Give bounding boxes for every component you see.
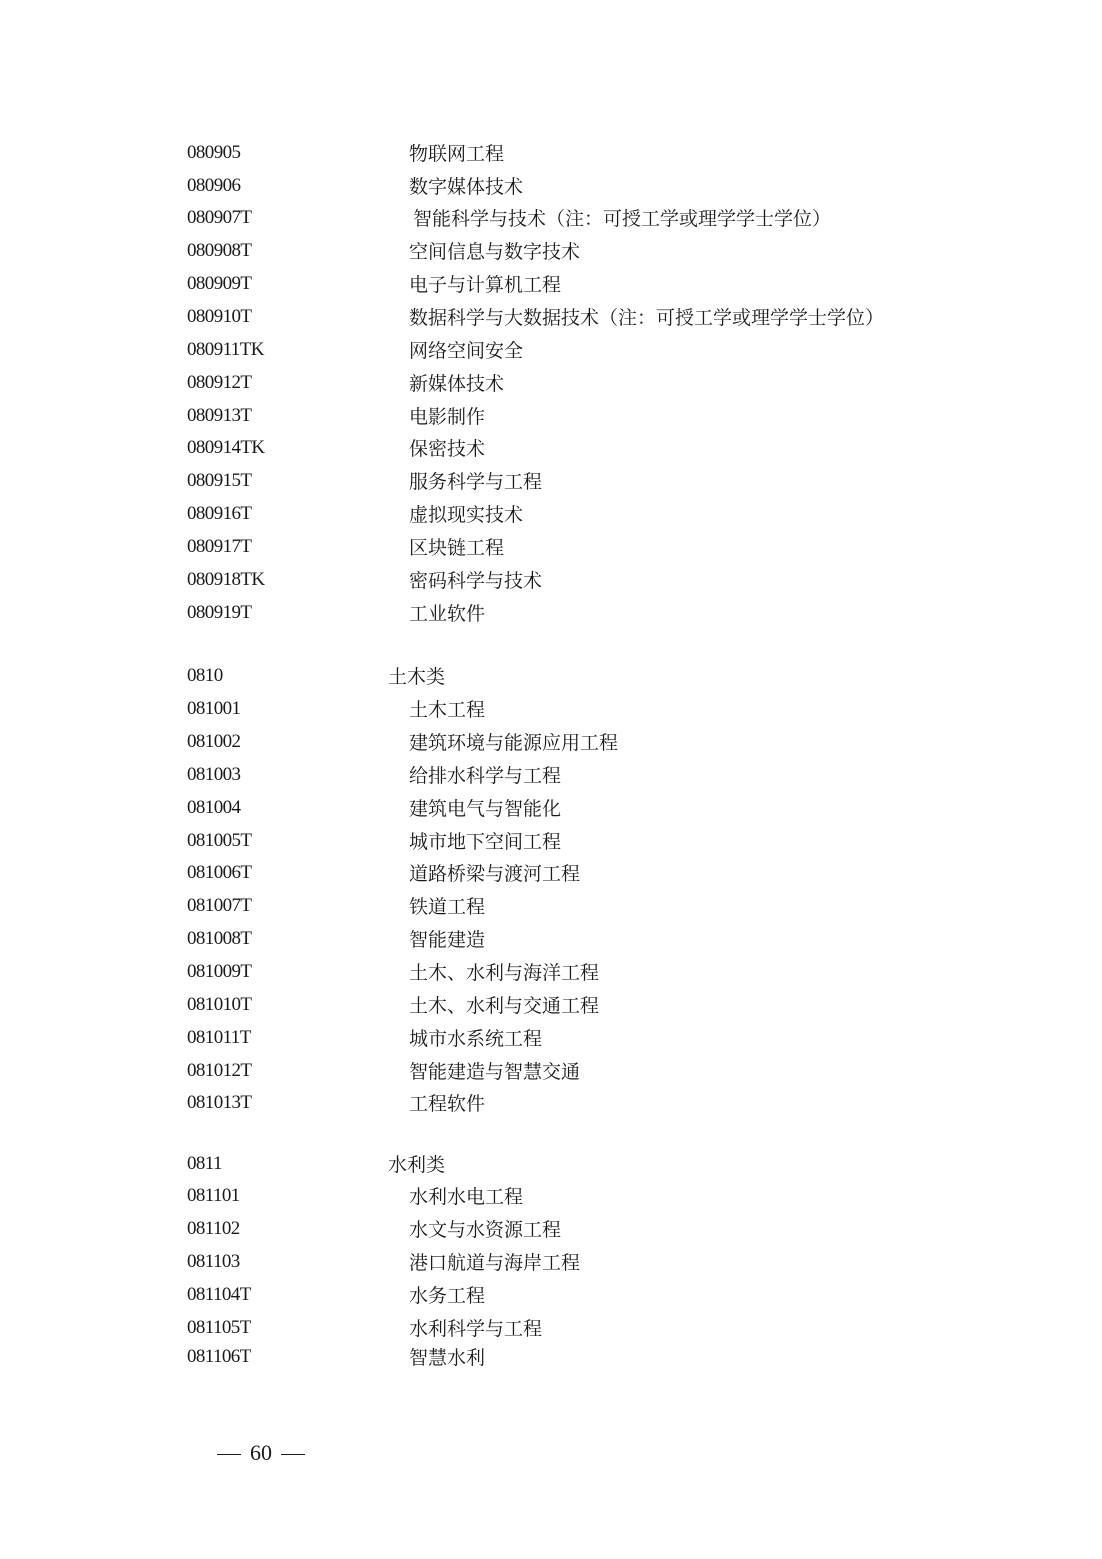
major-name: 水文与水资源工程 [409,1219,562,1241]
list-item [0,1283,1102,1313]
category-code: 0811 [187,1153,222,1174]
page-number: 60 [250,1440,272,1465]
list-item [0,601,1102,631]
major-code: 080906 [187,175,241,196]
major-name: 智能建造与智慧交通 [409,1061,581,1083]
major-name: 铁道工程 [409,896,486,918]
major-code: 081104T [187,1284,251,1305]
major-code: 081002 [187,731,241,752]
major-name: 电子与计算机工程 [409,274,562,296]
major-name: 电影制作 [409,406,486,428]
major-code: 080908T [187,240,252,261]
major-name: 港口航道与海岸工程 [409,1252,581,1274]
major-name: 区块链工程 [409,537,505,559]
major-name: 空间信息与数字技术 [409,241,581,263]
list-item [0,404,1102,434]
list-item [0,239,1102,269]
major-code: 081010T [187,994,252,1015]
major-code: 080907T [187,207,252,228]
list-item [0,829,1102,859]
major-code: 081012T [187,1060,252,1081]
major-code: 081013T [187,1092,252,1113]
category-code: 0810 [187,665,223,686]
dash-right [281,1454,305,1455]
category-heading [0,664,1102,694]
list-item [0,272,1102,302]
major-name: 土木、水利与交通工程 [409,995,600,1017]
major-code: 080909T [187,273,252,294]
category-heading [0,1152,1102,1182]
major-code: 080919T [187,602,252,623]
list-item [0,141,1102,171]
major-code: 080916T [187,503,252,524]
major-name: 城市水系统工程 [409,1028,543,1050]
major-name: 建筑电气与智能化 [409,798,562,820]
major-code: 081009T [187,961,252,982]
major-code: 081005T [187,830,252,851]
list-item [0,1091,1102,1121]
category-name: 水利类 [388,1154,446,1176]
major-name: 水利科学与工程 [409,1318,543,1340]
list-item [0,993,1102,1023]
list-item [0,1250,1102,1280]
major-code: 081106T [187,1346,251,1367]
major-name: 水利水电工程 [409,1186,524,1208]
major-name: 数据科学与大数据技术（注：可授工学或理学学士学位） [409,307,885,329]
list-item [0,763,1102,793]
major-name: 数字媒体技术 [409,176,524,198]
list-item [0,960,1102,990]
major-code: 081101 [187,1185,240,1206]
major-code: 080912T [187,372,252,393]
major-code: 080911TK [187,339,264,360]
major-name: 智慧水利 [409,1347,486,1369]
list-item [0,1345,1102,1375]
major-name: 给排水科学与工程 [409,765,562,787]
major-code: 081008T [187,928,252,949]
major-name: 新媒体技术 [409,373,505,395]
major-name: 物联网工程 [409,143,505,165]
list-item [0,927,1102,957]
major-code: 081011T [187,1027,251,1048]
major-code: 081007T [187,895,252,916]
major-name: 建筑环境与能源应用工程 [409,732,619,754]
major-code: 080918TK [187,569,265,590]
list-item [0,1217,1102,1247]
dash-left [217,1454,241,1455]
major-code: 081105T [187,1317,251,1338]
list-item [0,535,1102,565]
list-item [0,697,1102,727]
list-item [0,1026,1102,1056]
list-item [0,338,1102,368]
major-code: 081102 [187,1218,240,1239]
major-name: 道路桥梁与渡河工程 [409,863,581,885]
list-item [0,469,1102,499]
list-item [0,1184,1102,1214]
major-name: 工业软件 [409,603,486,625]
major-code: 080905 [187,142,241,163]
major-code: 080913T [187,405,252,426]
major-code: 081006T [187,862,252,883]
major-name: 虚拟现实技术 [409,504,524,526]
list-item [0,502,1102,532]
major-name: 智能科学与技术（注：可授工学或理学学士学位） [413,208,832,230]
list-item [0,568,1102,598]
major-code: 080917T [187,536,252,557]
list-item [0,861,1102,891]
major-code: 080914TK [187,437,265,458]
major-code: 080910T [187,306,252,327]
list-item [0,730,1102,760]
list-item [0,1316,1102,1346]
major-code: 081003 [187,764,241,785]
major-name: 网络空间安全 [409,340,524,362]
major-code: 081001 [187,698,241,719]
major-name: 土木工程 [409,699,486,721]
page-footer [208,1440,314,1466]
major-name: 土木、水利与海洋工程 [409,962,600,984]
major-code: 081004 [187,797,241,818]
list-item [0,305,1102,335]
major-code: 081103 [187,1251,240,1272]
major-name: 服务科学与工程 [409,471,543,493]
list-item [0,436,1102,466]
major-code: 080915T [187,470,252,491]
major-name: 智能建造 [409,929,486,951]
major-name: 水务工程 [409,1285,486,1307]
list-item [0,1059,1102,1089]
list-item [0,894,1102,924]
major-name: 工程软件 [409,1093,486,1115]
list-item [0,796,1102,826]
category-name: 土木类 [388,666,446,688]
list-item [0,206,1102,236]
major-name: 保密技术 [409,438,486,460]
list-item [0,174,1102,204]
major-name: 城市地下空间工程 [409,831,562,853]
list-item [0,371,1102,401]
major-name: 密码科学与技术 [409,570,543,592]
